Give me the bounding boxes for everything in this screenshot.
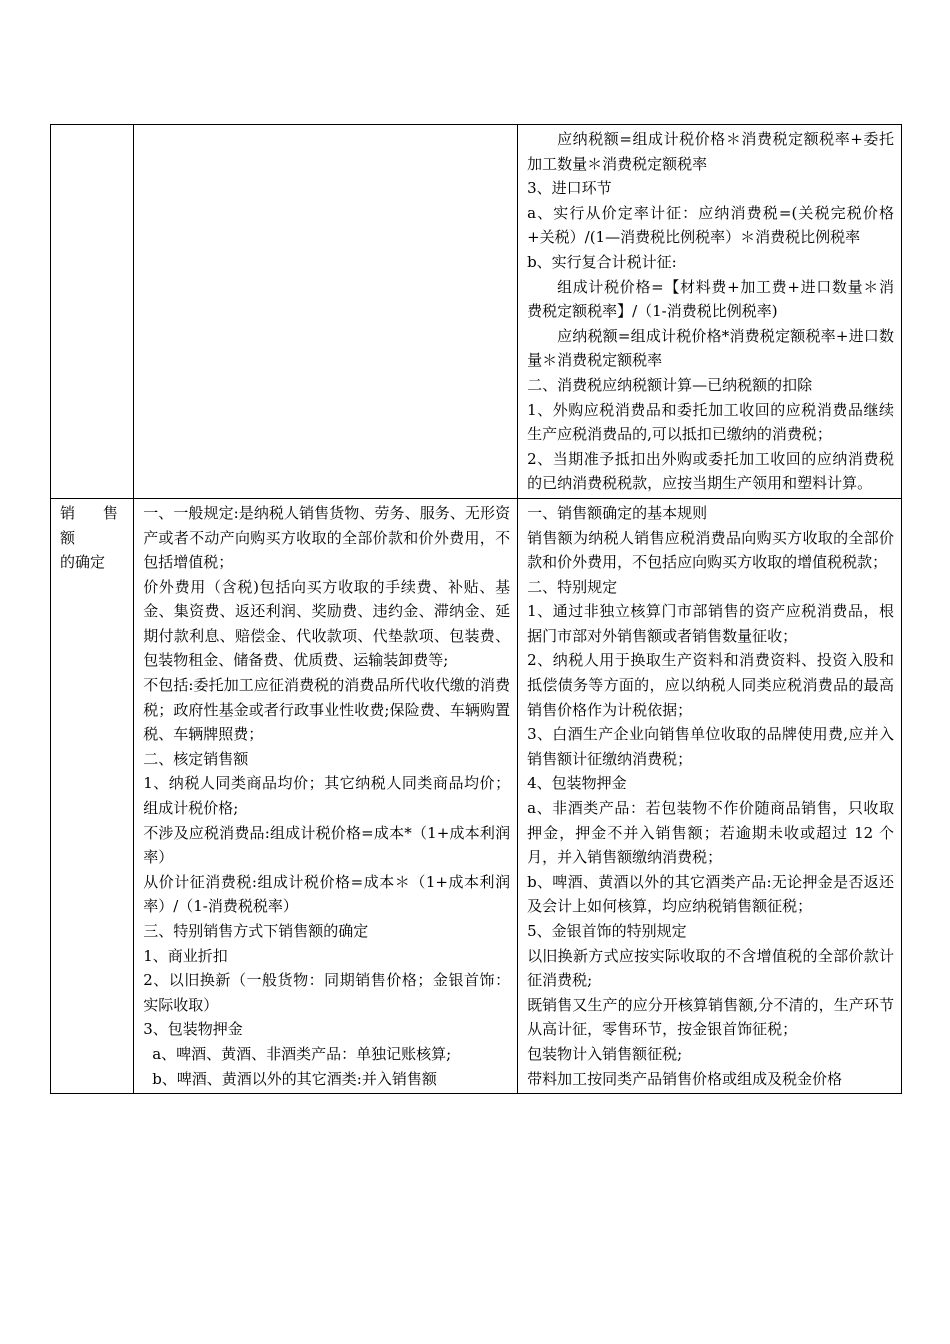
paragraph: a、非酒类产品：若包装物不作价随商品销售，只收取押金，押金不并入销售额；若逾期未收或超过 12 个月，并入销售额缴纳消费税； — [527, 799, 894, 867]
section-heading: 一、销售额确定的基本规则 — [527, 503, 708, 522]
section-heading: 三、特别销售方式下销售额的确定 — [143, 922, 369, 940]
paragraph: b、啤酒、黄酒以外的其它酒类产品:无论押金是否返还及会计上如何核算，均应纳税销售额征税； — [527, 872, 894, 916]
paragraph: 2、以旧换新（一般货物：同期销售价格；金银首饰：实际收取） — [143, 971, 511, 1014]
paragraph: 销售额为纳税人销售应税消费品向购买方收取的全部价款和价外费用，不包括应向购买方收取的增值税税款； — [527, 528, 894, 572]
paragraph: 不涉及应税消费品:组成计税价格=成本*（1+成本利润率） — [143, 823, 511, 867]
section-heading: 一、一般规定:是纳税人销售货物、劳务、服务、无形资产或者不动产向购买方收取的全部价款和价外费用，不包括增值税； — [143, 503, 511, 572]
consumption-tax-cell — [518, 498, 902, 1093]
paragraph: 2、当期准予抵扣出外购或委托加工收回的应纳消费税的已纳消费税税款，应按当期生产领用和塑料计算。 — [527, 449, 894, 493]
paragraph: 从价计征消费税:组成计税价格=成本＊（1+成本利润率）/（1-消费税税率） — [143, 872, 511, 916]
row-label-cell — [51, 125, 134, 499]
table-row — [51, 125, 902, 499]
section-heading: 二、核定销售额 — [143, 749, 249, 768]
paragraph: 1、外购应税消费品和委托加工收回的应税消费品继续生产应税消费品的,可以抵扣已缴纳的消费税； — [527, 400, 894, 444]
paragraph: 既销售又生产的应分开核算销售额,分不清的，生产环节从高计征，零售环节，按金银首饰征税； — [527, 995, 894, 1039]
paragraph: a、啤酒、黄酒、非酒类产品：单独记账核算; — [152, 1044, 452, 1063]
paragraph: b、实行复合计税计征: — [527, 252, 677, 271]
paragraph: b、啤酒、黄酒以外的其它酒类:并入销售额 — [152, 1069, 437, 1088]
paragraph: 以旧换新方式应按实际收取的不含增值税的全部价款计征消费税; — [527, 946, 894, 990]
paragraph: 3、包装物押金 — [143, 1020, 243, 1039]
tax-comparison-table — [50, 124, 902, 1094]
paragraph: 价外费用（含税)包括向买方收取的手续费、补贴、基金、集资费、返还利润、奖励费、违约金、滞纳金、延期付款利息、赔偿金、代收款项、代垫款项、包装费、包装物租金、储备费、优质费、运输装卸费等; — [143, 577, 511, 670]
paragraph: 1、通过非独立核算门市部销售的资产应税消费品，根据门市部对外销售额或者销售数量征收； — [527, 602, 894, 645]
paragraph: a、实行从价定率计征：应纳消费税=(关税完税价格+关税）/(1—消费税比例税率）＊消费税比例税率 — [527, 203, 894, 247]
table-row — [51, 498, 902, 1093]
paragraph: 组成计税价格=【材料费+加工费+进口数量＊消费税定额税率】/（1-消费税比例税率) — [527, 277, 894, 321]
paragraph: 不包括:委托加工应征消费税的消费品所代收代缴的消费税；政府性基金或者行政事业性收费;保险费、车辆购置税、车辆牌照费； — [143, 676, 511, 744]
section-heading: 二、特别规定 — [527, 577, 618, 596]
paragraph: 应纳税额=组成计税价格*消费税定额税率+进口数量＊消费税定额税率 — [527, 326, 894, 370]
general-rules-cell — [134, 125, 518, 499]
paragraph: 3、进口环节 — [527, 179, 612, 198]
paragraph: 1、纳税人同类商品均价；其它纳税人同类商品均价；组成计税价格; — [143, 774, 511, 818]
row-label: 的确定 — [60, 553, 106, 572]
row-label-cell — [51, 498, 134, 1093]
paragraph: 包装物计入销售额征税; — [527, 1044, 683, 1063]
row-label: 销售额 — [60, 503, 127, 547]
paragraph: 2、纳税人用于换取生产资料和消费资料、投资入股和抵偿债务等方面的，应以纳税人同类应税消费品的最高销售价格作为计税依据； — [527, 651, 894, 719]
paragraph: 带料加工按同类产品销售价格或组成及税金价格 — [527, 1069, 843, 1088]
general-rules-cell — [134, 498, 518, 1093]
paragraph: 3、白酒生产企业向销售单位收取的品牌使用费,应并入销售额计征缴纳消费税； — [527, 725, 894, 768]
consumption-tax-cell — [518, 125, 902, 499]
paragraph: 4、包装物押金 — [527, 774, 627, 793]
section-heading: 二、消费税应纳税额计算—已纳税额的扣除 — [527, 375, 813, 394]
paragraph: 5、金银首饰的特别规定 — [527, 922, 687, 940]
paragraph: 应纳税额=组成计税价格＊消费税定额税率+委托加工数量＊消费税定额税率 — [527, 130, 894, 173]
paragraph: 1、商业折扣 — [143, 946, 228, 965]
